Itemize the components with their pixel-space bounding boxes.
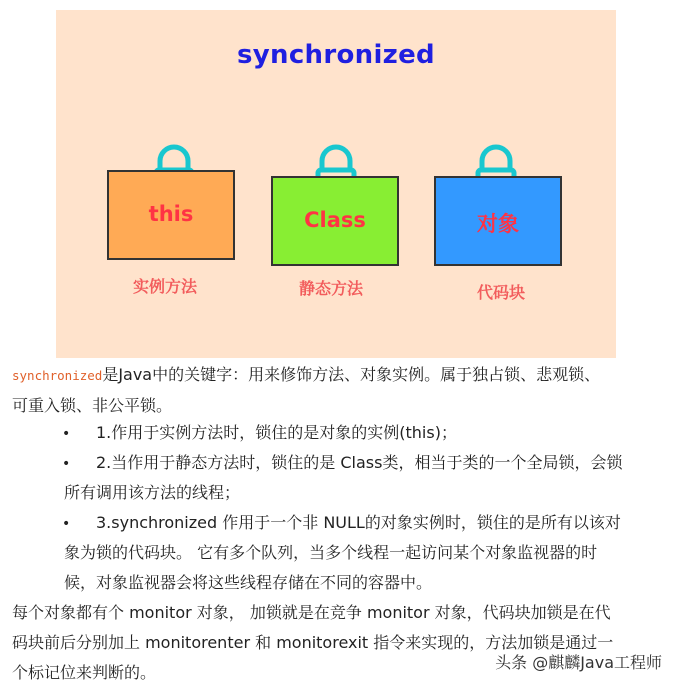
bullet-2 [64,448,664,508]
keyword-code: synchronized [12,368,103,383]
caption-static-method: 静态方法 [298,279,363,298]
lockbox-this [107,170,235,260]
bullet-3-line-1: 3.synchronized 作用于一个非 NULL的对象实例时，锁住的是所有以该对 [96,513,621,532]
synchronized-diagram [56,10,616,358]
bullet-3-line-3: 候，对象监视器会将这些线程存储在不同的容器中。 [64,573,433,592]
lock-label-object: 对象 [477,212,519,236]
outro-line-1: 每个对象都有个 monitor 对象， 加锁就是在竞争 monitor 对象，代码块加锁是在代 [12,603,611,622]
lock-label-this: this [148,202,194,226]
bullet-1 [96,418,666,448]
caption-code-block: 代码块 [476,283,525,302]
outro-line-2: 码块前后分别加上 monitorenter 和 monitorexit 指令来实现的，方法加锁是通过一 [12,633,614,652]
lockbox-object [434,176,562,266]
bullet-marker: • [62,456,71,472]
intro-line-2: 可重入锁、非公平锁。 [12,396,173,415]
intro-paragraph [12,360,664,421]
bullet-3 [64,508,664,598]
outro-paragraph [12,598,664,688]
bullet-2-line-2: 所有调用该方法的线程； [64,483,241,502]
bullet-3-line-2: 象为锁的代码块。 它有多个队列，当多个线程一起访问某个对象监视器的时 [64,543,598,562]
bullet-marker: • [62,426,71,442]
intro-line-1-text: 是Java中的关键字：用来修饰方法、对象实例。属于独占锁、悲观锁、 [102,365,601,384]
outro-line-3: 个标记位来判断的。 [12,663,157,682]
diagram-title: synchronized [237,40,435,70]
intro-line-1 [12,360,664,391]
bullet-marker: • [62,516,71,532]
watermark: 头条 @麒麟Java工程师 [495,653,662,672]
lock-label-class: Class [304,208,366,232]
bullet-2-line-1: 2.当作用于静态方法时，锁住的是 Class类，相当于类的一个全局锁，会锁 [96,453,623,472]
caption-instance-method: 实例方法 [132,277,197,296]
bullet-1-line-1: 1.作用于实例方法时，锁住的是对象的实例(this)； [96,423,457,442]
lockbox-class [271,176,399,266]
